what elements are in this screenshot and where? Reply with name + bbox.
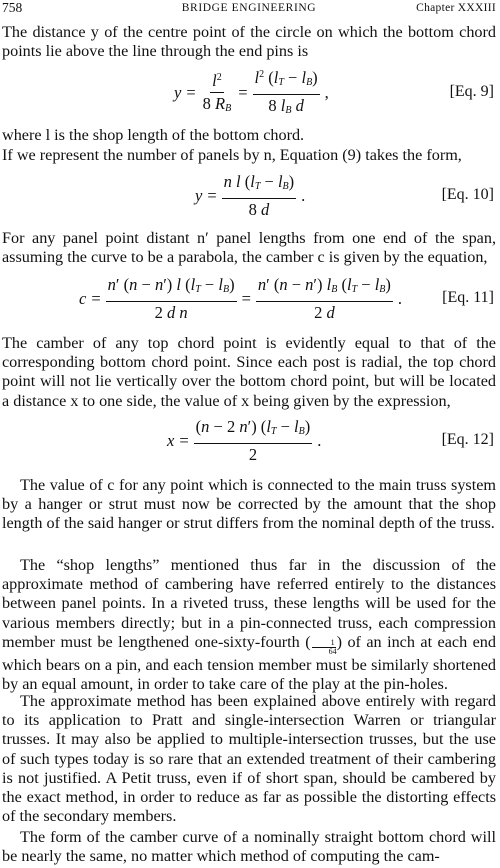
equation-11-tag: [Eq. 11]: [442, 289, 494, 306]
equation-10: [2, 171, 496, 221]
running-title: BRIDGE ENGINEERING: [181, 2, 317, 14]
chapter-label: Chapter XXXIII: [416, 2, 496, 14]
paragraph-panels: If we represent the number of panels by n, Equation (9) takes the form,: [2, 146, 462, 164]
running-header: [2, 0, 496, 16]
equation-10-tag: [Eq. 10]: [441, 186, 494, 203]
equation-9: [2, 68, 496, 118]
one-sixty-fourth-fraction: $\frac{1}{64}$: [311, 639, 337, 656]
equation-12-tag: [Eq. 12]: [441, 431, 494, 448]
paragraph-hanger-correction: The value of c for any point which is connected to the main truss system by a hanger or strut must now be corrected by the amount that the shop length of the said hanger or strut differs from the nominal depth of the truss.: [2, 476, 496, 533]
shop-lengths-text-a: The “shop lengths” mentioned thus far in the discussion of the approximate method of cambering have referred entirely to the distances between panel points. In a riveted truss, these lengths will be used for the various members directly; but in a pin-connected truss, each compression member must be lengthened one-sixty-fourth (: [2, 556, 496, 651]
paragraph-shop-length: where l is the shop length of the bottom chord.: [2, 126, 305, 144]
equation-12: [2, 416, 496, 466]
equation-9-formula: y = $\frac{l^2}{8 R_B}$ = $\frac{l^2 (l_T - l_B)}{8 l_B d}$ ,: [174, 68, 329, 118]
paragraph-shop-lengths: [2, 556, 496, 694]
shop-lengths-text-b: ) of an inch at each end which bears on a pin, and each tension member must be similarly shortened by an equal amount, in order to take care of the play at the pin-holes.: [2, 632, 496, 694]
equation-11: [2, 274, 496, 324]
equation-12-formula: x = $\frac{(n - 2 n') (l_T - l_B)}{2}$ .: [167, 417, 322, 464]
paragraph-centre-distance: The distance y of the centre point of the circle on which the bottom chord points lie above the line through the end pins is: [2, 23, 496, 61]
page-number: 758: [2, 0, 23, 15]
equation-9-tag: [Eq. 9]: [449, 83, 494, 100]
equation-10-formula: y = $\frac{n l (l_T - l_B)}{8 d}$ .: [195, 172, 306, 219]
paragraph-panel-point: For any panel point distant n′ panel lengths from one end of the span, assuming the curve to be a parabola, the camber c is given by the equation,: [2, 229, 496, 267]
paragraph-top-chord: The camber of any top chord point is evidently equal to that of the corresponding bottom chord point. Since each post is radial, the top chord point will not lie vertically over the bottom chord point, but will be located a distance x to one side, the value of x being given by the expression,: [2, 334, 496, 410]
paragraph-approximate-method: The approximate method has been explained above entirely with regard to its application to Pratt and single-intersection Warren or triangular trusses. It may also be applied to multiple-intersection trusses, but the use of such types today is so rare that an extended treatment of their cambering is not justified. A Petit truss, even if of short span, should be cambered by the exact method, in order to reduce as far as possible the distorting effects of the secondary members.: [2, 692, 496, 826]
equation-11-formula: c = $\frac{n' (n - n') l (l_T - l_B)}{\text{2 d n}}$ = $\frac{n' (n - n') l_B (l_T - l_B)}{2 d}$ .: [79, 275, 403, 322]
paragraph-camber-curve: The form of the camber curve of a nominally straight bottom chord will be nearly the same, no matter which method of computing the cam-: [2, 828, 496, 866]
